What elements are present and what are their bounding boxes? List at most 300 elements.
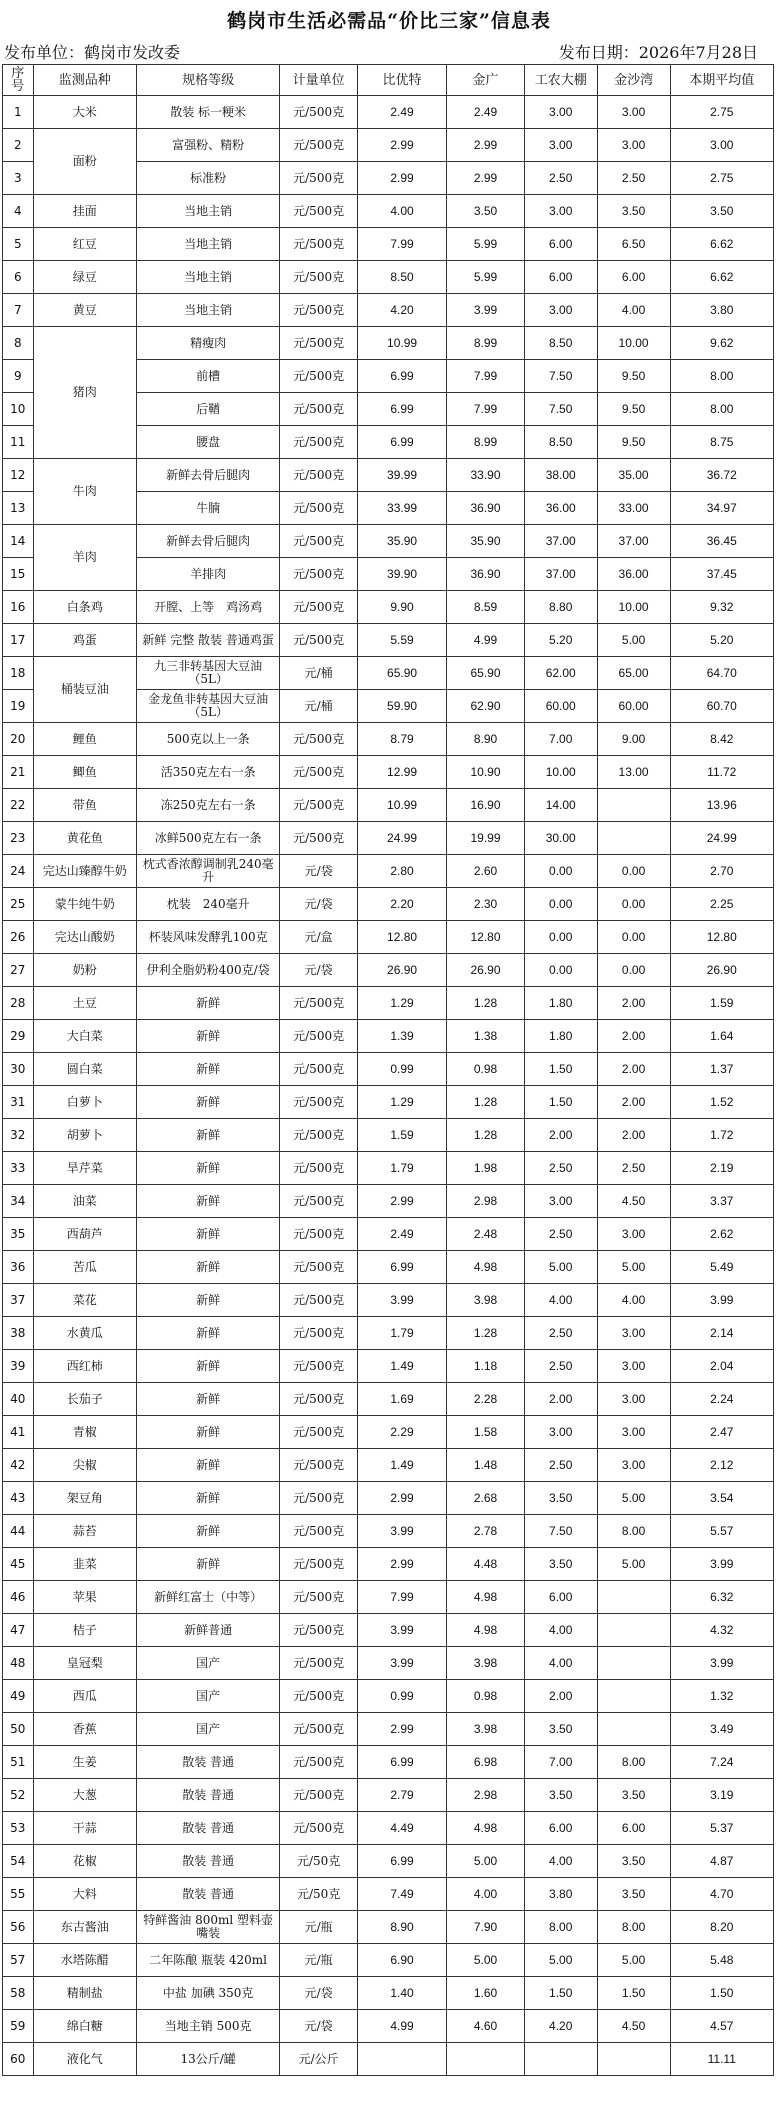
cell-spec: 国产 xyxy=(136,1713,279,1746)
table-row xyxy=(3,1416,774,1449)
cell-average: 11.11 xyxy=(670,2043,774,2076)
cell-price-jinshawan: 3.00 xyxy=(597,1350,670,1383)
cell-price-biyoute: 0.99 xyxy=(357,1053,446,1086)
cell-price-jinshawan: 2.50 xyxy=(597,1152,670,1185)
cell-price-biyoute: 26.90 xyxy=(357,954,446,987)
cell-price-jinshawan: 3.00 xyxy=(597,1449,670,1482)
cell-price-jinguang: 1.60 xyxy=(447,1977,525,2010)
cell-price-jinshawan: 3.00 xyxy=(597,1416,670,1449)
cell-spec: 散装 普通 xyxy=(136,1746,279,1779)
cell-unit: 元/500克 xyxy=(280,1548,358,1581)
cell-spec: 当地主销 xyxy=(136,195,279,228)
cell-variety: 精制盐 xyxy=(33,1977,136,2010)
cell-price-jinshawan: 9.50 xyxy=(597,360,670,393)
cell-spec: 新鲜 xyxy=(136,1119,279,1152)
cell-no: 39 xyxy=(3,1350,34,1383)
cell-price-jinguang: 8.59 xyxy=(447,591,525,624)
cell-price-gongnong: 6.00 xyxy=(524,228,597,261)
cell-price-gongnong: 6.00 xyxy=(524,1581,597,1614)
table-row xyxy=(3,723,774,756)
cell-spec: 枕装 240毫升 xyxy=(136,888,279,921)
cell-no: 57 xyxy=(3,1944,34,1977)
cell-price-biyoute: 6.99 xyxy=(357,1845,446,1878)
cell-price-jinguang: 35.90 xyxy=(447,525,525,558)
cell-no: 23 xyxy=(3,822,34,855)
cell-price-jinguang: 3.50 xyxy=(447,195,525,228)
cell-price-biyoute: 8.90 xyxy=(357,1911,446,1944)
cell-price-jinguang: 4.60 xyxy=(447,2010,525,2043)
cell-price-gongnong: 4.00 xyxy=(524,1614,597,1647)
cell-price-jinguang: 4.99 xyxy=(447,624,525,657)
col-header-store-gongnong: 工农大棚 xyxy=(524,65,597,96)
cell-price-biyoute: 6.99 xyxy=(357,360,446,393)
cell-price-jinguang: 65.90 xyxy=(447,657,525,690)
cell-price-jinshawan: 4.50 xyxy=(597,2010,670,2043)
cell-spec: 伊利全脂奶粉400克/袋 xyxy=(136,954,279,987)
cell-price-jinshawan: 5.00 xyxy=(597,624,670,657)
table-row xyxy=(3,1053,774,1086)
cell-price-biyoute: 9.90 xyxy=(357,591,446,624)
table-row xyxy=(3,1086,774,1119)
cell-price-gongnong: 14.00 xyxy=(524,789,597,822)
cell-spec: 精瘦肉 xyxy=(136,327,279,360)
cell-spec: 新鲜去骨后腿肉 xyxy=(136,525,279,558)
cell-unit: 元/500克 xyxy=(280,558,358,591)
cell-no: 20 xyxy=(3,723,34,756)
cell-unit: 元/500克 xyxy=(280,1020,358,1053)
cell-price-gongnong: 36.00 xyxy=(524,492,597,525)
cell-price-jinguang: 2.28 xyxy=(447,1383,525,1416)
cell-variety: 大葱 xyxy=(33,1779,136,1812)
cell-price-jinshawan: 65.00 xyxy=(597,657,670,690)
cell-variety: 西瓜 xyxy=(33,1680,136,1713)
table-row xyxy=(3,1746,774,1779)
cell-price-gongnong: 4.20 xyxy=(524,2010,597,2043)
table-row xyxy=(3,1152,774,1185)
cell-variety: 牛肉 xyxy=(33,459,136,525)
cell-unit: 元/500克 xyxy=(280,1152,358,1185)
cell-price-jinguang: 33.90 xyxy=(447,459,525,492)
cell-average: 3.54 xyxy=(670,1482,774,1515)
cell-unit: 元/500克 xyxy=(280,195,358,228)
price-table xyxy=(2,64,774,2076)
cell-variety: 绿豆 xyxy=(33,261,136,294)
cell-price-jinshawan: 1.50 xyxy=(597,1977,670,2010)
cell-price-jinguang: 12.80 xyxy=(447,921,525,954)
cell-unit: 元/500克 xyxy=(280,1515,358,1548)
cell-price-gongnong: 0.00 xyxy=(524,921,597,954)
cell-spec: 新鲜 xyxy=(136,1152,279,1185)
cell-spec: 新鲜红富士（中等） xyxy=(136,1581,279,1614)
cell-price-gongnong: 2.00 xyxy=(524,1119,597,1152)
cell-price-jinshawan xyxy=(597,1581,670,1614)
cell-average: 1.37 xyxy=(670,1053,774,1086)
cell-no: 48 xyxy=(3,1647,34,1680)
cell-price-jinguang: 3.98 xyxy=(447,1713,525,1746)
cell-price-jinguang: 5.00 xyxy=(447,1845,525,1878)
cell-price-jinshawan: 0.00 xyxy=(597,888,670,921)
cell-spec: 当地主销 xyxy=(136,228,279,261)
cell-variety: 奶粉 xyxy=(33,954,136,987)
cell-price-jinshawan: 9.50 xyxy=(597,393,670,426)
cell-variety: 胡萝卜 xyxy=(33,1119,136,1152)
table-row xyxy=(3,1284,774,1317)
cell-average: 1.72 xyxy=(670,1119,774,1152)
cell-price-gongnong: 3.00 xyxy=(524,129,597,162)
cell-price-jinshawan: 33.00 xyxy=(597,492,670,525)
cell-price-jinshawan: 8.00 xyxy=(597,1911,670,1944)
cell-variety: 大米 xyxy=(33,96,136,129)
cell-average: 60.70 xyxy=(670,690,774,723)
table-row xyxy=(3,1350,774,1383)
cell-price-jinshawan: 8.00 xyxy=(597,1746,670,1779)
cell-no: 54 xyxy=(3,1845,34,1878)
cell-average: 3.99 xyxy=(670,1548,774,1581)
cell-price-gongnong: 2.00 xyxy=(524,1383,597,1416)
cell-no: 36 xyxy=(3,1251,34,1284)
cell-price-biyoute: 1.40 xyxy=(357,1977,446,2010)
cell-price-jinguang: 7.99 xyxy=(447,360,525,393)
cell-variety: 尖椒 xyxy=(33,1449,136,1482)
col-header-store-jinguang: 金广 xyxy=(447,65,525,96)
cell-price-jinshawan: 0.00 xyxy=(597,921,670,954)
cell-variety: 大白菜 xyxy=(33,1020,136,1053)
cell-no: 21 xyxy=(3,756,34,789)
cell-price-gongnong: 60.00 xyxy=(524,690,597,723)
cell-no: 30 xyxy=(3,1053,34,1086)
cell-unit: 元/500克 xyxy=(280,789,358,822)
cell-price-gongnong: 3.50 xyxy=(524,1548,597,1581)
cell-price-gongnong: 3.00 xyxy=(524,1416,597,1449)
cell-unit: 元/500克 xyxy=(280,1746,358,1779)
table-body xyxy=(3,96,774,2076)
cell-average: 2.62 xyxy=(670,1218,774,1251)
table-row xyxy=(3,1449,774,1482)
cell-price-jinshawan: 10.00 xyxy=(597,591,670,624)
cell-price-biyoute: 2.20 xyxy=(357,888,446,921)
cell-spec: 新鲜 xyxy=(136,1317,279,1350)
cell-price-gongnong: 3.00 xyxy=(524,195,597,228)
col-header-unit: 计量单位 xyxy=(280,65,358,96)
table-row xyxy=(3,591,774,624)
col-header-store-jinshawan: 金沙湾 xyxy=(597,65,670,96)
cell-unit: 元/500克 xyxy=(280,1779,358,1812)
cell-spec: 新鲜 xyxy=(136,987,279,1020)
table-row xyxy=(3,1680,774,1713)
table-row xyxy=(3,888,774,921)
cell-average: 1.59 xyxy=(670,987,774,1020)
cell-average: 4.32 xyxy=(670,1614,774,1647)
cell-price-biyoute: 1.69 xyxy=(357,1383,446,1416)
cell-average: 6.32 xyxy=(670,1581,774,1614)
cell-price-jinguang: 5.99 xyxy=(447,261,525,294)
cell-variety: 圆白菜 xyxy=(33,1053,136,1086)
cell-price-gongnong: 1.50 xyxy=(524,1977,597,2010)
cell-unit: 元/500克 xyxy=(280,492,358,525)
cell-price-gongnong: 4.00 xyxy=(524,1845,597,1878)
table-row xyxy=(3,1614,774,1647)
cell-price-jinguang: 2.68 xyxy=(447,1482,525,1515)
cell-price-jinshawan: 5.00 xyxy=(597,1944,670,1977)
table-row xyxy=(3,624,774,657)
cell-no: 5 xyxy=(3,228,34,261)
table-row xyxy=(3,1845,774,1878)
cell-price-gongnong: 1.80 xyxy=(524,987,597,1020)
cell-variety: 西红柿 xyxy=(33,1350,136,1383)
cell-no: 27 xyxy=(3,954,34,987)
cell-price-gongnong: 38.00 xyxy=(524,459,597,492)
cell-price-gongnong: 5.00 xyxy=(524,1251,597,1284)
cell-spec: 羊排肉 xyxy=(136,558,279,591)
cell-unit: 元/500克 xyxy=(280,228,358,261)
cell-unit: 元/500克 xyxy=(280,525,358,558)
cell-price-gongnong: 2.50 xyxy=(524,1449,597,1482)
cell-price-jinshawan: 0.00 xyxy=(597,954,670,987)
cell-unit: 元/500克 xyxy=(280,756,358,789)
cell-price-jinshawan: 37.00 xyxy=(597,525,670,558)
cell-average: 4.87 xyxy=(670,1845,774,1878)
cell-no: 3 xyxy=(3,162,34,195)
cell-price-biyoute: 10.99 xyxy=(357,789,446,822)
cell-spec: 散装 普通 xyxy=(136,1812,279,1845)
cell-average: 6.62 xyxy=(670,228,774,261)
cell-average: 3.37 xyxy=(670,1185,774,1218)
cell-variety: 苦瓜 xyxy=(33,1251,136,1284)
cell-price-gongnong: 3.80 xyxy=(524,1878,597,1911)
table-row xyxy=(3,195,774,228)
cell-price-jinshawan xyxy=(597,789,670,822)
cell-price-jinshawan xyxy=(597,1680,670,1713)
cell-spec: 国产 xyxy=(136,1680,279,1713)
cell-average: 1.64 xyxy=(670,1020,774,1053)
cell-unit: 元/500克 xyxy=(280,1185,358,1218)
cell-price-jinguang: 10.90 xyxy=(447,756,525,789)
cell-price-jinshawan: 3.00 xyxy=(597,96,670,129)
cell-average: 1.50 xyxy=(670,1977,774,2010)
cell-price-jinshawan: 3.00 xyxy=(597,1383,670,1416)
cell-price-jinguang: 26.90 xyxy=(447,954,525,987)
cell-variety: 桔子 xyxy=(33,1614,136,1647)
cell-price-biyoute: 1.39 xyxy=(357,1020,446,1053)
table-row xyxy=(3,1944,774,1977)
table-row xyxy=(3,1119,774,1152)
cell-average: 8.00 xyxy=(670,393,774,426)
cell-price-jinguang: 36.90 xyxy=(447,558,525,591)
cell-price-biyoute: 4.00 xyxy=(357,195,446,228)
cell-price-biyoute: 2.79 xyxy=(357,1779,446,1812)
cell-no: 11 xyxy=(3,426,34,459)
cell-price-jinguang: 2.60 xyxy=(447,855,525,888)
table-row xyxy=(3,459,774,492)
cell-variety: 干蒜 xyxy=(33,1812,136,1845)
cell-variety: 黄豆 xyxy=(33,294,136,327)
cell-unit: 元/500克 xyxy=(280,1383,358,1416)
cell-unit: 元/500克 xyxy=(280,1416,358,1449)
cell-no: 16 xyxy=(3,591,34,624)
cell-unit: 元/500克 xyxy=(280,1614,358,1647)
cell-price-jinguang: 1.98 xyxy=(447,1152,525,1185)
cell-price-jinguang: 2.78 xyxy=(447,1515,525,1548)
cell-no: 43 xyxy=(3,1482,34,1515)
cell-price-gongnong: 0.00 xyxy=(524,855,597,888)
cell-no: 41 xyxy=(3,1416,34,1449)
cell-average: 9.32 xyxy=(670,591,774,624)
cell-average: 2.75 xyxy=(670,96,774,129)
cell-unit: 元/500克 xyxy=(280,624,358,657)
cell-unit: 元/500克 xyxy=(280,327,358,360)
cell-average: 2.14 xyxy=(670,1317,774,1350)
cell-no: 50 xyxy=(3,1713,34,1746)
cell-variety: 桶装豆油 xyxy=(33,657,136,723)
cell-unit: 元/50克 xyxy=(280,1845,358,1878)
table-row xyxy=(3,1251,774,1284)
cell-price-gongnong: 2.50 xyxy=(524,1350,597,1383)
table-row xyxy=(3,987,774,1020)
cell-price-biyoute: 39.90 xyxy=(357,558,446,591)
cell-price-biyoute: 6.90 xyxy=(357,1944,446,1977)
cell-average: 2.75 xyxy=(670,162,774,195)
cell-price-biyoute: 3.99 xyxy=(357,1614,446,1647)
cell-price-biyoute: 2.80 xyxy=(357,855,446,888)
cell-average: 37.45 xyxy=(670,558,774,591)
cell-unit: 元/袋 xyxy=(280,2010,358,2043)
cell-unit: 元/桶 xyxy=(280,657,358,690)
col-header-spec: 规格等级 xyxy=(136,65,279,96)
cell-average: 2.04 xyxy=(670,1350,774,1383)
cell-average: 4.57 xyxy=(670,2010,774,2043)
cell-average: 7.24 xyxy=(670,1746,774,1779)
cell-price-jinshawan: 3.00 xyxy=(597,1317,670,1350)
table-row xyxy=(3,1548,774,1581)
cell-average: 2.19 xyxy=(670,1152,774,1185)
cell-variety: 花椒 xyxy=(33,1845,136,1878)
cell-no: 6 xyxy=(3,261,34,294)
cell-price-jinshawan: 2.00 xyxy=(597,987,670,1020)
cell-price-biyoute: 0.99 xyxy=(357,1680,446,1713)
cell-price-biyoute: 7.99 xyxy=(357,228,446,261)
cell-price-gongnong: 7.00 xyxy=(524,723,597,756)
cell-variety: 鲫鱼 xyxy=(33,756,136,789)
cell-unit: 元/500克 xyxy=(280,1119,358,1152)
cell-average: 5.57 xyxy=(670,1515,774,1548)
cell-variety: 挂面 xyxy=(33,195,136,228)
cell-average: 36.72 xyxy=(670,459,774,492)
cell-spec: 新鲜 xyxy=(136,1284,279,1317)
cell-spec: 新鲜 xyxy=(136,1383,279,1416)
cell-spec: 新鲜 xyxy=(136,1515,279,1548)
cell-price-biyoute: 1.49 xyxy=(357,1449,446,1482)
table-row xyxy=(3,1581,774,1614)
table-row xyxy=(3,1218,774,1251)
table-row xyxy=(3,1482,774,1515)
table-row xyxy=(3,789,774,822)
publish-date-label: 发布日期：2026年7月28日 xyxy=(558,43,758,62)
cell-no: 58 xyxy=(3,1977,34,2010)
cell-price-biyoute: 2.99 xyxy=(357,1482,446,1515)
cell-price-jinshawan: 5.00 xyxy=(597,1251,670,1284)
cell-average: 36.45 xyxy=(670,525,774,558)
cell-average: 5.37 xyxy=(670,1812,774,1845)
cell-no: 13 xyxy=(3,492,34,525)
cell-average: 34.97 xyxy=(670,492,774,525)
cell-no: 18 xyxy=(3,657,34,690)
cell-price-biyoute: 8.50 xyxy=(357,261,446,294)
cell-price-jinshawan: 8.00 xyxy=(597,1515,670,1548)
cell-unit: 元/500克 xyxy=(280,822,358,855)
cell-average: 3.19 xyxy=(670,1779,774,1812)
cell-price-biyoute: 6.99 xyxy=(357,426,446,459)
cell-variety: 架豆角 xyxy=(33,1482,136,1515)
cell-no: 45 xyxy=(3,1548,34,1581)
cell-price-biyoute: 8.79 xyxy=(357,723,446,756)
cell-spec: 新鲜 xyxy=(136,1548,279,1581)
cell-price-gongnong: 2.50 xyxy=(524,1152,597,1185)
cell-no: 12 xyxy=(3,459,34,492)
cell-variety: 长茄子 xyxy=(33,1383,136,1416)
table-row xyxy=(3,294,774,327)
col-header-store-biyoute: 比优特 xyxy=(357,65,446,96)
cell-variety: 韭菜 xyxy=(33,1548,136,1581)
cell-price-jinshawan xyxy=(597,822,670,855)
cell-variety: 菜花 xyxy=(33,1284,136,1317)
cell-price-biyoute: 65.90 xyxy=(357,657,446,690)
cell-variety: 白条鸡 xyxy=(33,591,136,624)
cell-spec: 新鲜 xyxy=(136,1416,279,1449)
cell-unit: 元/500克 xyxy=(280,426,358,459)
cell-price-biyoute: 5.59 xyxy=(357,624,446,657)
table-row xyxy=(3,1878,774,1911)
cell-price-gongnong: 4.00 xyxy=(524,1647,597,1680)
cell-no: 38 xyxy=(3,1317,34,1350)
cell-price-biyoute: 7.49 xyxy=(357,1878,446,1911)
cell-price-jinguang: 3.98 xyxy=(447,1284,525,1317)
cell-spec: 中盐 加碘 350克 xyxy=(136,1977,279,2010)
cell-price-jinguang: 8.90 xyxy=(447,723,525,756)
cell-spec: 新鲜 xyxy=(136,1449,279,1482)
table-row xyxy=(3,1977,774,2010)
cell-no: 4 xyxy=(3,195,34,228)
cell-unit: 元/500克 xyxy=(280,360,358,393)
cell-average: 3.99 xyxy=(670,1284,774,1317)
cell-price-jinguang: 5.99 xyxy=(447,228,525,261)
cell-average: 24.99 xyxy=(670,822,774,855)
cell-variety: 东古酱油 xyxy=(33,1911,136,1944)
cell-price-jinguang: 16.90 xyxy=(447,789,525,822)
cell-price-biyoute: 6.99 xyxy=(357,1746,446,1779)
cell-price-gongnong: 62.00 xyxy=(524,657,597,690)
table-row xyxy=(3,129,774,162)
cell-variety: 蒙牛纯牛奶 xyxy=(33,888,136,921)
cell-price-jinguang: 1.58 xyxy=(447,1416,525,1449)
cell-price-jinguang: 4.98 xyxy=(447,1251,525,1284)
cell-variety: 完达山酸奶 xyxy=(33,921,136,954)
table-row xyxy=(3,228,774,261)
table-row xyxy=(3,525,774,558)
cell-variety: 西葫芦 xyxy=(33,1218,136,1251)
cell-unit: 元/瓶 xyxy=(280,1944,358,1977)
table-row xyxy=(3,327,774,360)
cell-price-gongnong: 0.00 xyxy=(524,954,597,987)
cell-price-jinguang: 7.90 xyxy=(447,1911,525,1944)
cell-price-jinguang: 4.98 xyxy=(447,1614,525,1647)
cell-spec: 新鲜 xyxy=(136,1218,279,1251)
cell-average: 1.32 xyxy=(670,1680,774,1713)
cell-unit: 元/500克 xyxy=(280,1581,358,1614)
cell-spec: 新鲜 xyxy=(136,1482,279,1515)
cell-price-jinguang: 19.99 xyxy=(447,822,525,855)
cell-price-jinshawan: 3.50 xyxy=(597,1878,670,1911)
cell-no: 55 xyxy=(3,1878,34,1911)
